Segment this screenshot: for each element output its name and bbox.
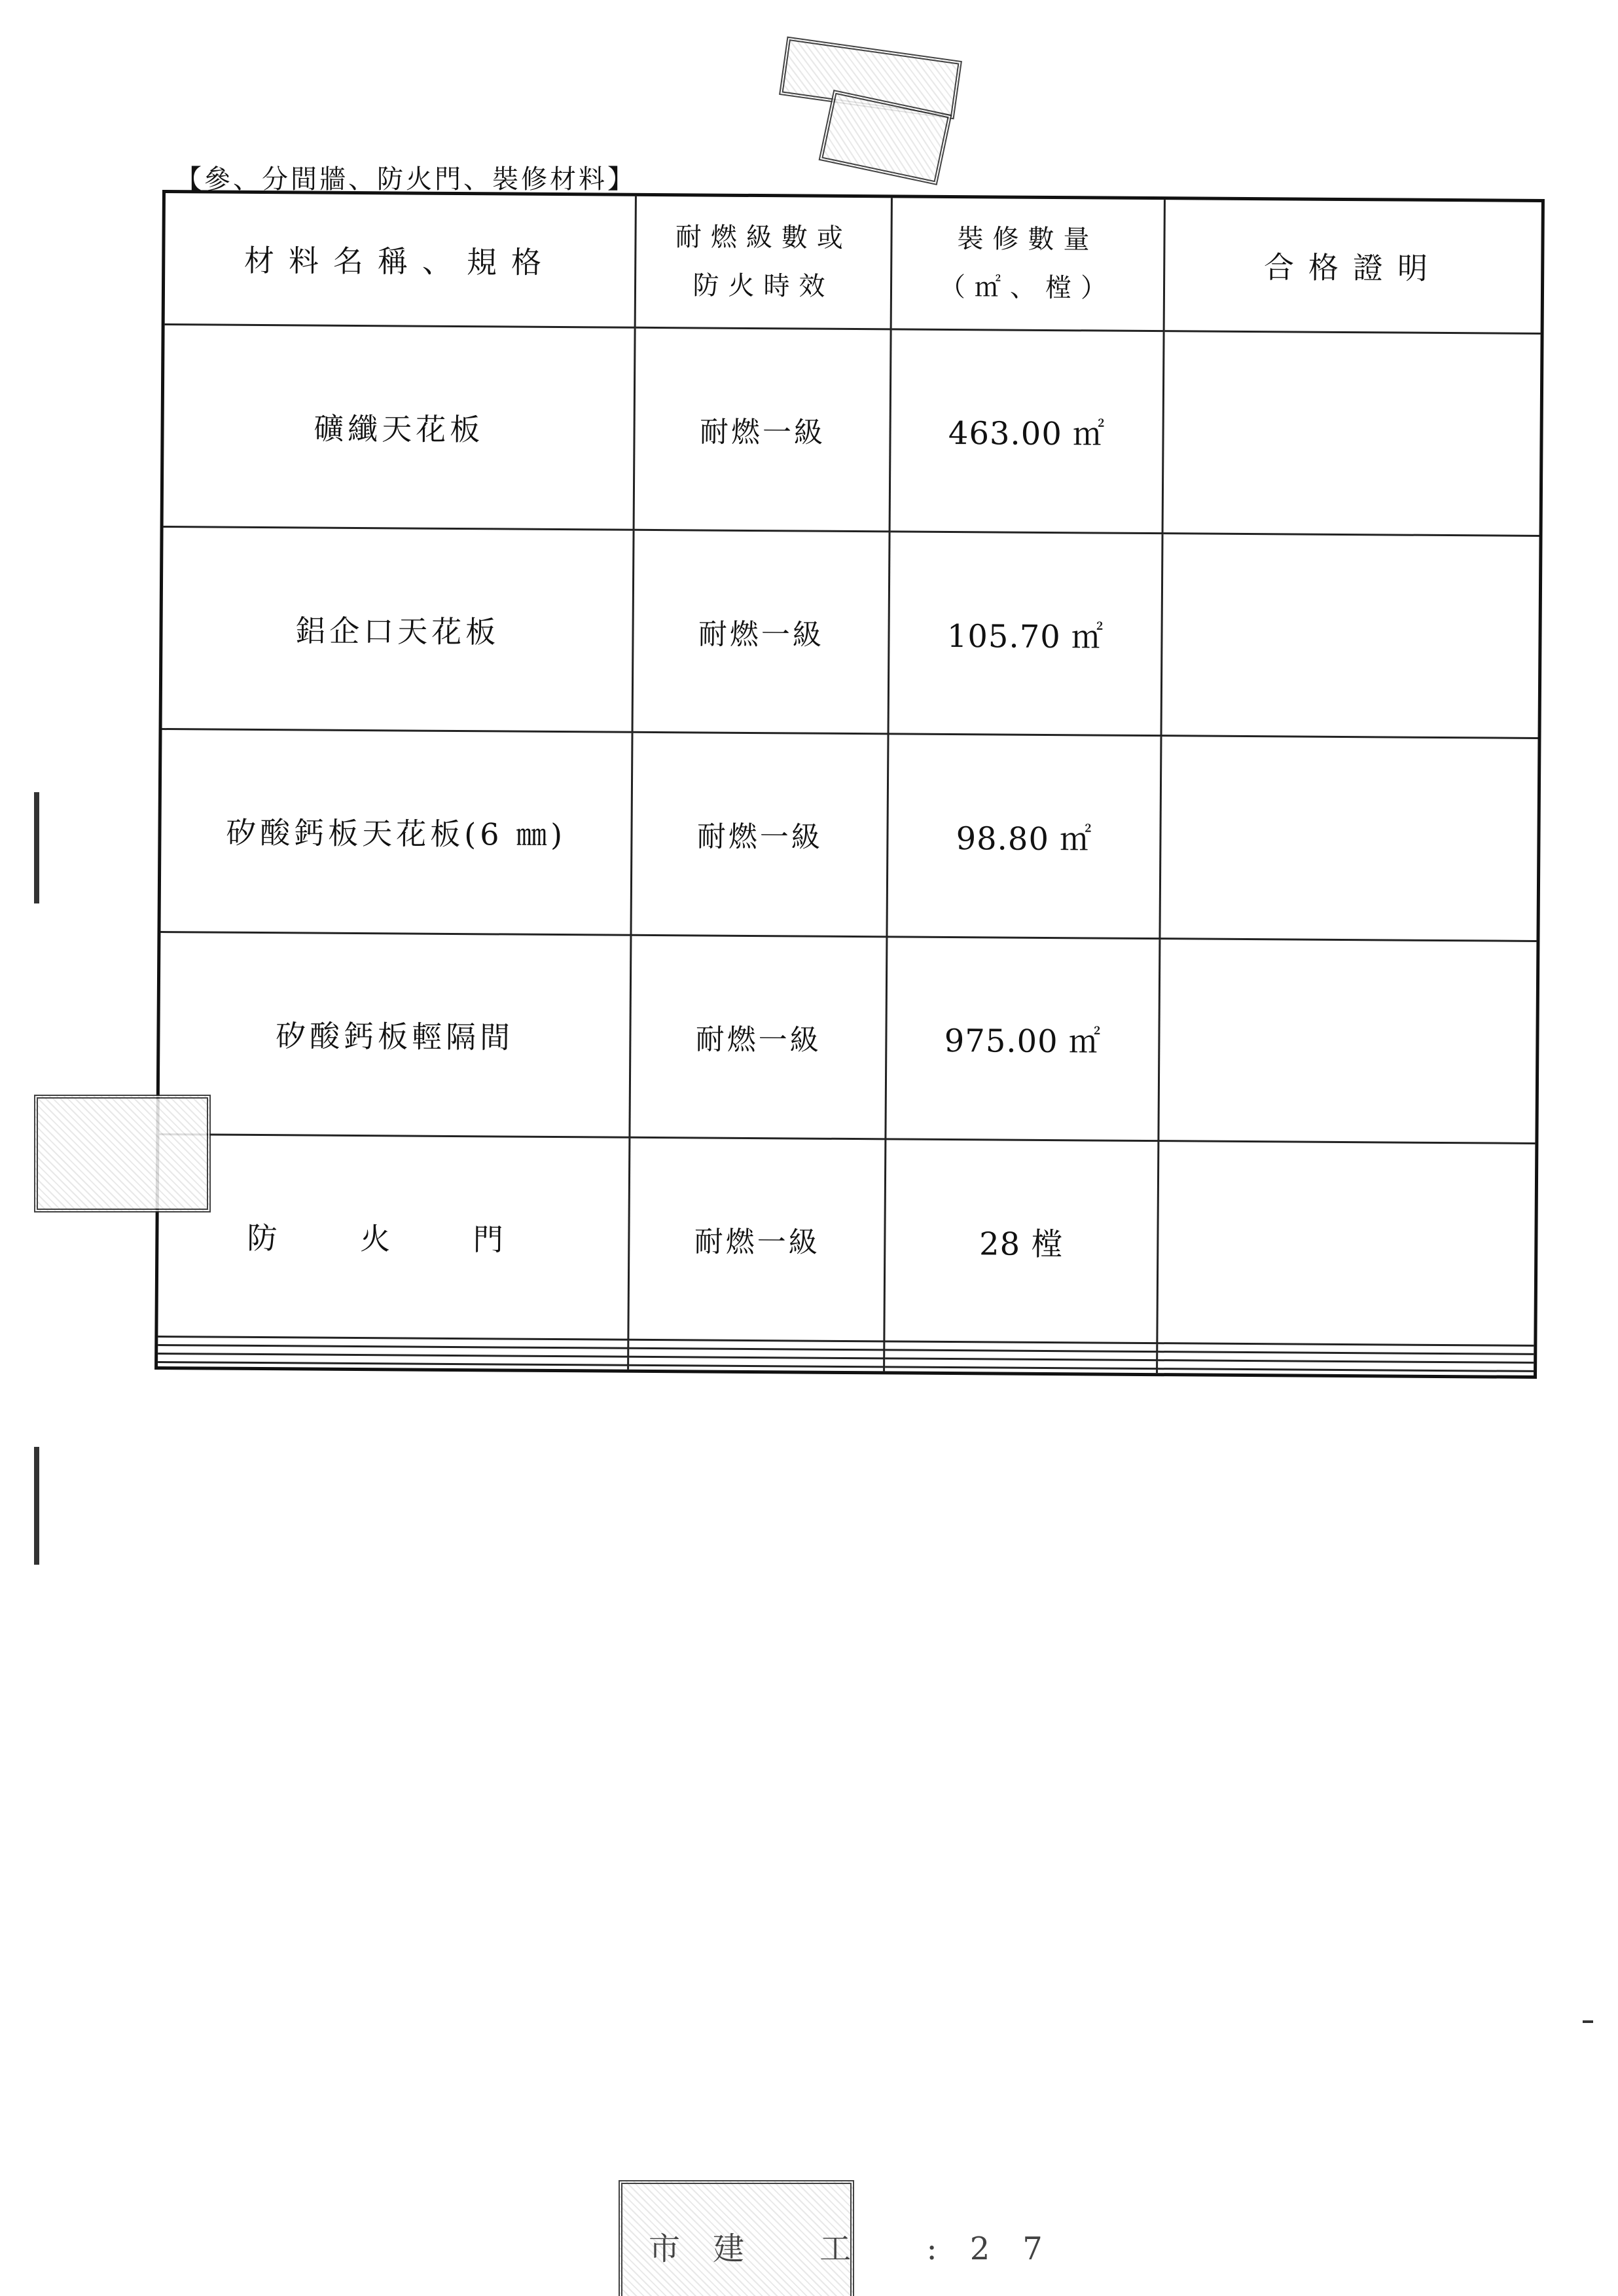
- cell-certificate: [1158, 938, 1536, 1143]
- cell-quantity: 105.70 ㎡: [888, 532, 1162, 736]
- table-row: [160, 729, 1537, 941]
- cell-grade: 耐燃一級: [632, 530, 890, 734]
- cell-grade: 耐燃一級: [634, 327, 891, 532]
- margin-mark: [34, 1447, 39, 1565]
- cell-quantity: 975.00 ㎡: [886, 936, 1159, 1140]
- cell-quantity: [884, 1367, 1157, 1373]
- header-grade-line1: 耐燃級數或: [675, 222, 853, 254]
- cell-grade: 耐燃一級: [628, 1137, 886, 1341]
- seal-stamp-left: [34, 1095, 211, 1212]
- table-header-row: [165, 193, 1541, 333]
- table-row: [158, 1135, 1535, 1346]
- seal-stamp-bottom-text: 市建 工 :27: [649, 2231, 1075, 2267]
- cell-material: 鋁企口天花板: [162, 526, 634, 732]
- table-row: [159, 932, 1536, 1143]
- header-quantity: [891, 198, 1164, 331]
- cell-material: 礦纖天花板: [164, 324, 636, 530]
- seal-stamp-bottom: [619, 2180, 1075, 2296]
- cell-certificate: [1162, 331, 1541, 536]
- cell-grade: 耐燃一級: [630, 935, 887, 1139]
- header-certificate: 合格證明: [1164, 200, 1541, 333]
- header-material: 材料名稱、規格: [165, 193, 636, 327]
- header-grade-line2: 防火時效: [692, 270, 835, 302]
- header-quantity-line1: 裝修數量: [957, 224, 1099, 255]
- cell-material: 防 火 門: [158, 1135, 630, 1340]
- cell-quantity: 28 樘: [884, 1139, 1158, 1343]
- cell-certificate: [1157, 1141, 1535, 1346]
- margin-mark: [34, 792, 39, 903]
- table-row: [162, 526, 1539, 738]
- cell-grade: 耐燃一級: [631, 733, 888, 937]
- cell-material: 矽酸鈣板天花板(6 ㎜): [160, 729, 632, 935]
- cell-quantity: 463.00 ㎡: [890, 329, 1163, 533]
- margin-mark: [1583, 2020, 1593, 2023]
- cell-certificate: [1159, 736, 1537, 941]
- materials-table: [154, 190, 1545, 1379]
- cell-quantity: 98.80 ㎡: [887, 734, 1160, 938]
- table-row: [164, 324, 1541, 536]
- cell-material: 矽酸鈣板輕隔間: [159, 932, 631, 1137]
- header-quantity-line2: （㎡、樘）: [939, 272, 1117, 304]
- section-title: 【參、分間牆、防火門、裝修材料】: [175, 164, 636, 194]
- cell-grade: [628, 1365, 884, 1371]
- header-grade: [635, 196, 891, 329]
- cell-certificate: [1161, 534, 1539, 738]
